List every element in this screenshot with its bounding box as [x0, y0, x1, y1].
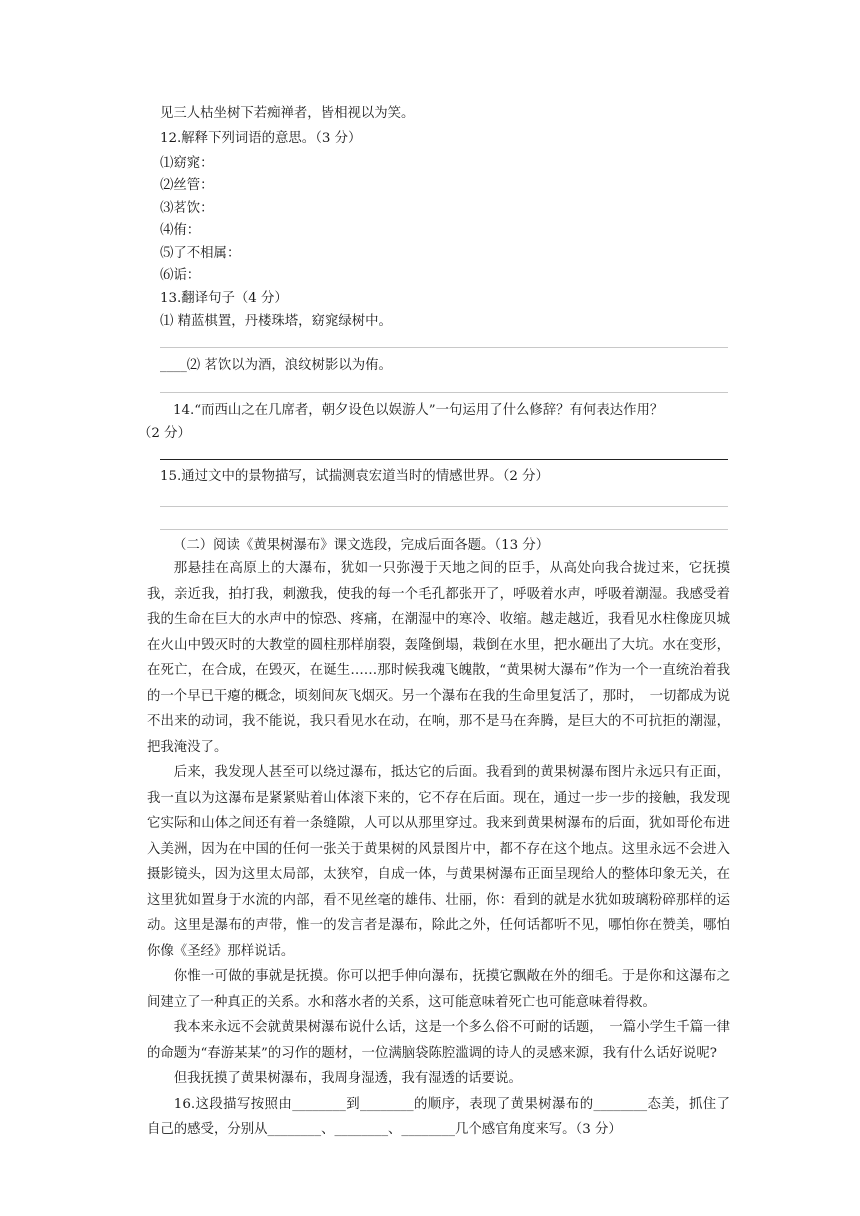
answer-line [160, 459, 728, 460]
passage-closing-line: 见三人枯坐树下若痴禅者，皆相视以为笑。 [160, 106, 415, 121]
answer-line [160, 506, 728, 507]
question-15-title: 15.通过文中的景物描写，试揣测袁宏道当时的情感世界。（2 分） [160, 469, 549, 484]
question-13-title: 13.翻译句子（4 分） [160, 291, 288, 306]
q12-item-3: ⑶茗饮： [160, 201, 214, 216]
question-14-line-2: （2 分） [138, 426, 191, 441]
answer-line [160, 347, 728, 348]
question-14-line-1: 14.“而西山之在几席者，朝夕设色以娱游人”一句运用了什么修辞？有何表达作用？ [173, 403, 664, 418]
q12-item-4: ⑷侑： [160, 223, 201, 238]
question-12-title: 12.解释下列词语的意思。（3 分） [160, 131, 362, 146]
passage-paragraph-2: 后来，我发现人甚至可以绕过瀑布，抵达它的后面。我看到的黄果树瀑布图片永远只有正面，我一直以为这瀑布是紧紧贴着山体滚下来的，它不存在后面。现在，通过一步一步的接触，我发现它实际和山体之间还有着一条缝隙，人可以从那里穿过。我来到黄果树瀑布的后面，犹如哥伦布进入美洲，因为在中国的任何一张关于黄果树的风景图片中，都不存在这个地点。这里永远不会进入摄影镜头，因为这里太局部，太狭窄，自成一体，与黄果树瀑布正面呈现给人的整体印象无关，在这里犹如置身于水流的内部，看不见丝毫的雄伟、壮丽，你：看到的就是水犹如玻璃粉碎那样的运动。这里是瀑布的声带，惟一的发言者是瀑布，除此之外，任何话都听不见，哪怕你在赞美，哪怕你像《圣经》那样说话。 [147, 765, 730, 959]
q12-item-2: ⑵丝管： [160, 178, 214, 193]
q13-sentence-1: ⑴ 精蓝棋置，丹楼珠塔，窈窕绿树中。 [160, 314, 392, 329]
question-16: 16.这段描写按照由________到________的顺序，表现了黄果树瀑布的________态美，抓住了自己的感受，分别从________、________、________几个感官角度来写。（3 分） [147, 1096, 730, 1137]
q12-item-6: ⑹诟： [160, 268, 201, 283]
blank: ____ [160, 358, 187, 373]
q12-item-1: ⑴窈窕： [160, 156, 214, 171]
q12-item-5: ⑸了不相属： [160, 246, 241, 261]
answer-line [160, 529, 728, 530]
answer-line [160, 392, 728, 393]
q13-sentence-2-text: ⑵ 茗饮以为酒，浪纹树影以为侑。 [186, 358, 392, 373]
reading-passage [147, 556, 730, 1143]
section-2-heading: （二）阅读《黄果树瀑布》课文选段，完成后面各题。（13 分） [173, 538, 550, 553]
passage-paragraph-1: 那悬挂在高原上的大瀑布，犹如一只弥漫于天地之间的臣手，从高处向我合拢过来，它抚摸我，亲近我，拍打我，刺激我，使我的每一个毛孔都张开了，呼吸着水声，呼吸着潮湿。我感受着我的生命在巨大的水声中的惊恐、疼痛，在潮湿中的寒冷、收缩。越走越近，我看见水柱像庞贝城在火山中毁灭时的大教堂的圆柱那样崩裂，轰隆倒塌，栽倒在水里，把水砸出了大坑。水在变形，在死亡，在合成，在毁灭，在诞生……那时候我魂飞魄散，“黄果树大瀑布”作为一个一直统治着我的一个早已干瘪的概念，顷刻间灰飞烟灭。另一个瀑布在我的生命里复活了，那时， 一切都成为说不出来的动词，我不能说，我只看见水在动，在响，那不是马在奔腾，是巨大的不可抗拒的潮湿，把我淹没了。 [147, 561, 730, 755]
passage-paragraph-3: 你惟一可做的事就是抚摸。你可以把手伸向瀑布，抚摸它飘敞在外的细毛。于是你和这瀑布之间建立了一种真正的关系。水和落水者的关系，这可能意味着死亡也可能意味着得救。 [147, 969, 730, 1010]
passage-paragraph-5: 但我抚摸了黄果树瀑布，我周身湿透，我有湿透的话要说。 [173, 1071, 522, 1086]
q13-sentence-2 [160, 356, 392, 376]
passage-paragraph-4: 我本来永远不会就黄果树瀑布说什么话，这是一个多么俗不可耐的话题， 一篇小学生千篇一律的命题为“春游某某”的习作的题材，一位满脑袋陈腔滥调的诗人的灵感来源，我有什么话好说呢? [147, 1020, 730, 1061]
